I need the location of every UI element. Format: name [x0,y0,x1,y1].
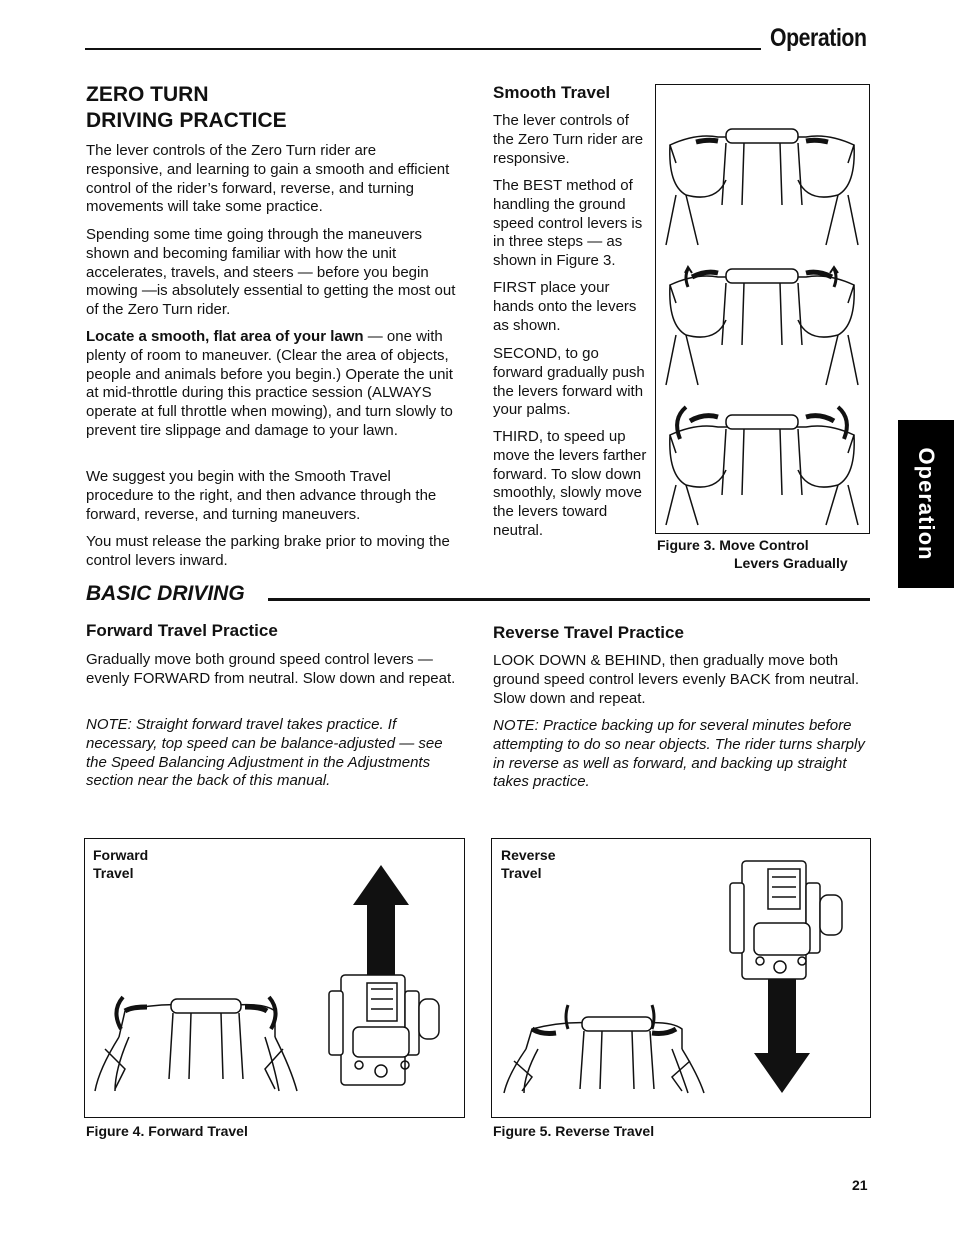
smooth-travel-paragraph-4: SECOND, to go forward gradually push the levers forward with your palms. [493,345,645,419]
smooth-travel-title: Smooth Travel [493,83,611,102]
smooth-travel-paragraph-2: The BEST method of handling the ground speed control levers is in three steps — as shown in Figure 3. [493,177,643,270]
forward-travel-note: NOTE: Straight forward travel takes practice. If necessary, top speed can be balance-adjusted — see the Speed Balancing Adjustment in the Adjustments section near the back of this manual. [86,716,443,790]
zero-turn-paragraph-1: The lever controls of the Zero Turn rider are responsive, and learning to gain a smooth and efficient control of the rider’s forward, reverse, and turning movements will take some practice. [86,142,450,216]
figure-5-caption: Figure 5. Reverse Travel [493,1123,655,1139]
zero-turn-paragraph-5: You must release the parking brake prior to moving the control levers inward. [86,533,450,569]
reverse-travel-paragraph: LOOK DOWN & BEHIND, then gradually move both ground speed control levers evenly BACK from neutral. Slow down and repeat. [493,652,860,707]
page-header-title: Operation [770,24,867,52]
reverse-arrow [754,979,810,1093]
figure-3-caption [657,536,848,572]
zero-turn-paragraph-3 [86,328,464,441]
reverse-travel-title: Reverse Travel Practice [493,623,684,642]
forward-travel-title: Forward Travel Practice [86,621,278,640]
basic-driving-rule [268,598,870,601]
figure-3-caption-line1: Figure 3. Move Control [657,537,809,553]
figure-3-illustration [655,84,870,534]
forward-travel-drawing [85,839,464,1117]
zero-turn-paragraph-3-rest: — one with plenty of room to maneuver. (Clear the area of objects, people and animals before you begin.) Operate the unit at mid-throttle during this practice session (ALWAYS operate at full throttle when mowing), and turn slowly to prevent tire slippage and damage to your lawn. [86,328,453,439]
reverse-travel-note: NOTE: Practice backing up for several minutes before attempting to do so near objects. The rider turns sharply in reverse as well as forward, and backing up straight takes practice. [493,717,865,791]
reverse-levers-hands [504,1005,704,1093]
forward-levers-hands [95,997,297,1091]
figure-4-label-line2: Travel [93,865,134,881]
reverse-mower-top-view [730,861,842,979]
header-rule [85,48,761,50]
side-tab-label: Operation [914,447,939,561]
figure-5-label-line1: Reverse [501,847,556,863]
smooth-travel-paragraph-3: FIRST place your hands onto the levers as shown. [493,279,637,334]
forward-mower-top-view [329,975,439,1085]
zero-turn-title-line1: ZERO TURN [86,83,209,106]
page-number: 21 [852,1177,868,1193]
smooth-travel-paragraph-1: The lever controls of the Zero Turn rider are responsive. [493,112,644,167]
smooth-travel-paragraph-5: THIRD, to speed up move the levers farther forward. To slow down smoothly, slowly move the levers toward neutral. [493,428,647,539]
lever-hands-illustration [656,85,869,533]
section-side-tab [898,420,954,588]
figure-3-step-2 [666,267,858,385]
figure-3-caption-line2: Levers Gradually [734,555,848,571]
zero-turn-paragraph-4: We suggest you begin with the Smooth Travel procedure to the right, and then advance through the forward, reverse, and turning maneuvers. [86,468,437,523]
figure-5-label-line2: Travel [501,865,542,881]
figure-3-step-1 [666,129,858,245]
figure-4-label-line1: Forward [93,847,149,863]
figure-5-illustration [491,838,871,1118]
figure-3-step-3 [666,407,858,525]
reverse-travel-drawing [492,839,870,1117]
zero-turn-title [86,82,287,134]
figure-4-illustration [84,838,465,1118]
zero-turn-paragraph-2: Spending some time going through the maneuvers shown and becoming familiar with how the unit accelerates, travels, and steers — before you begin mowing —is absolutely essential to getting the most out of the Zero Turn rider. [86,226,456,319]
forward-arrow [353,865,409,979]
figure-4-caption: Figure 4. Forward Travel [86,1123,248,1139]
zero-turn-title-line2: DRIVING PRACTICE [86,109,287,132]
forward-travel-paragraph: Gradually move both ground speed control levers — evenly FORWARD from neutral. Slow down and repeat. [86,651,456,687]
basic-driving-title: BASIC DRIVING [86,582,245,605]
zero-turn-paragraph-3-bold: Locate a smooth, flat area of your lawn [86,328,364,345]
